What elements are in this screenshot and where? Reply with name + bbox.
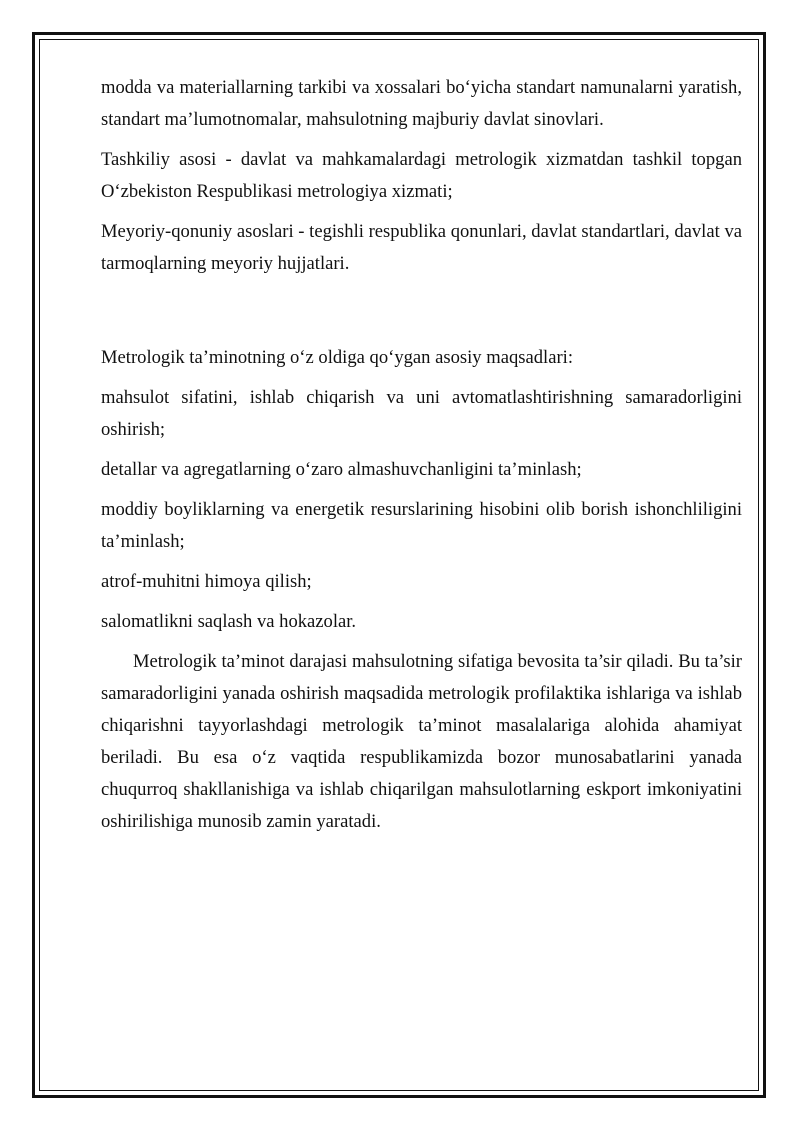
list-item-goal-environment: atrof-muhitni himoya qilish; (101, 571, 312, 592)
paragraph-goals-heading: Metrologik ta’minotning o‘z oldiga qo‘ygan asosiy maqsadlari: (101, 347, 573, 368)
paragraph-conclusion: Metrologik ta’minot darajasi mahsulotning sifatiga bevosita ta’sir qiladi. Bu ta’sir samaradorligini yanada oshirish maqsadida metrologik profilaktika ishlariga va ishlab chiqarishni tayyorlashdagi metrologik ta’minot masalalariga alohida ahamiyat beriladi. Bu esa o‘z vaqtida respublikamizda bozor munosabatlarini yanada chuqurroq shakllanishiga va ishlab chiqarilgan mahsulotlarning eskport imkoniyatini oshirilishiga munosib zamin yaratadi. (101, 651, 742, 832)
list-item-goal-health: salomatlikni saqlash va hokazolar. (101, 611, 357, 632)
list-item-goal-quality: mahsulot sifatini, ishlab chiqarish va uni avtomatlashtirishning samaradorligini oshirish; (101, 387, 742, 440)
list-item-goal-interchangeability: detallar va agregatlarning o‘zaro almashuvchanligini ta’minlash; (101, 459, 582, 480)
paragraph-standard-samples: modda va materiallarning tarkibi va xossalari bo‘yicha standart namunalarni yaratish, standart ma’lumotnomalar, mahsulotning majburiy davlat sinovlari. (101, 77, 742, 130)
document-body (101, 72, 742, 838)
paragraph-organizational-basis: Tashkiliy asosi - davlat va mahkamalardagi metrologik xizmatdan tashkil topgan O‘zbekiston Respublikasi metrologiya xizmati; (101, 149, 742, 202)
paragraph-legal-basis: Meyoriy-qonuniy asoslari - tegishli respublika qonunlari, davlat standartlari, davlat va tarmoqlarning meyoriy hujjatlari. (101, 221, 742, 274)
list-item-goal-resource-accounting: moddiy boyliklarning va energetik resurslarining hisobini olib borish ishonchliligini ta’minlash; (101, 499, 742, 552)
